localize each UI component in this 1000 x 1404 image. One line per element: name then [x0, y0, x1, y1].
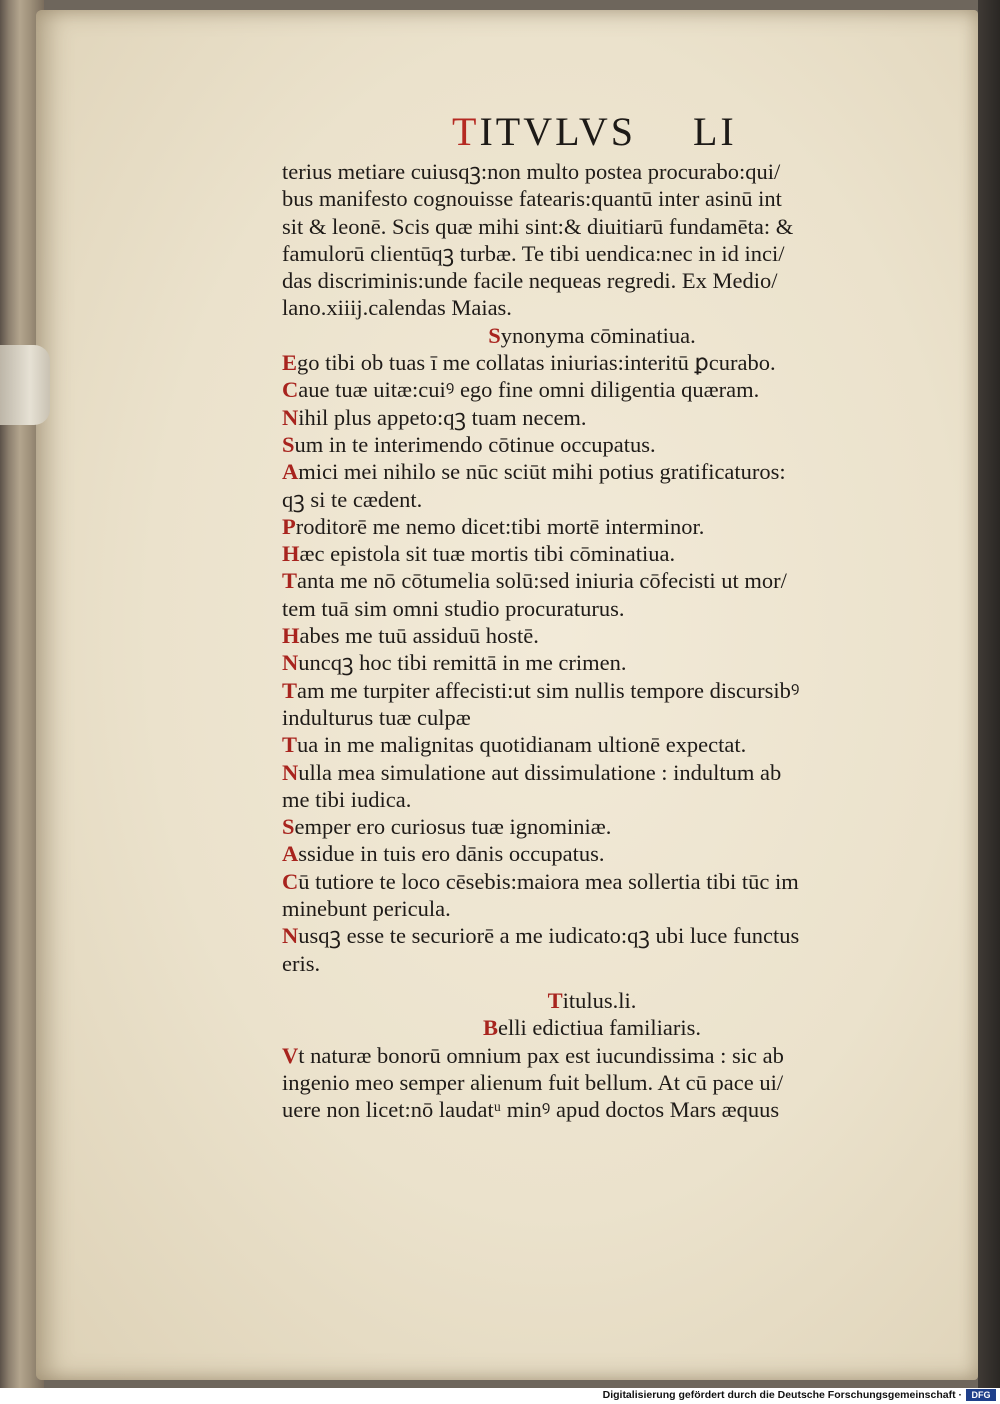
rubricated-initial: H: [282, 623, 300, 649]
line-text: usqꝫ esse te securiorē a me iudicato:qꝫ ubi luce functus: [298, 923, 800, 949]
text-line: [282, 1069, 902, 1096]
line-text: ulla mea simulatione aut dissimulatione : indultum ab: [298, 759, 782, 785]
line-text: anta me nō cōtumelia solū:sed iniuria cōfecisti ut mor/: [297, 568, 787, 594]
scan-background-edge: [978, 0, 1000, 1388]
rubricated-initial: E: [282, 350, 298, 376]
rubricated-initial: C: [282, 377, 299, 403]
line-text: abes me tuū assiduū hostē.: [299, 623, 539, 649]
text-line: [282, 1096, 902, 1123]
line-text: bus manifesto cognouisse fatearis:quantū inter asinū int: [282, 186, 782, 212]
text-line: [282, 987, 902, 1014]
text-line: [282, 322, 902, 349]
rubricated-initial: V: [282, 1042, 299, 1068]
text-line: [282, 895, 902, 922]
running-head: [452, 108, 737, 155]
text-line: [282, 622, 902, 649]
line-text: qꝫ si te cædent.: [282, 486, 423, 512]
line-text: mici mei nihilo se nūc sciūt mihi potius gratificaturos:: [298, 459, 786, 485]
text-line: [282, 513, 902, 540]
text-line: [282, 731, 902, 758]
rubricated-initial: N: [282, 923, 299, 949]
text-line: [282, 431, 902, 458]
page-clip: [0, 345, 50, 425]
line-text: am me turpiter affecisti:ut sim nullis tempore discursibꝰ: [297, 677, 800, 703]
line-text: um in te interimendo cōtinue occupatus.: [294, 431, 656, 457]
line-text: terius metiare cuiusqꝫ:non multo postea procurabo:qui/: [282, 159, 781, 184]
dfg-logo: DFG: [966, 1389, 996, 1401]
line-text: t naturæ bonorū omnium pax est iucundissima : sic ab: [298, 1042, 784, 1068]
line-text: elli edictiua familiaris.: [497, 1015, 702, 1041]
text-line: [282, 213, 902, 240]
text-line: [282, 540, 902, 567]
rubricated-initial: N: [282, 759, 299, 785]
text-line: [282, 677, 902, 704]
line-text: aue tuæ uitæ:cuiꝰ ego fine omni diligentia quæram.: [298, 377, 760, 403]
text-line: [282, 567, 902, 594]
line-text: ua in me malignitas quotidianam ultionē expectat.: [297, 732, 747, 758]
text-line: [282, 595, 902, 622]
text-line: [282, 267, 902, 294]
text-line: [282, 922, 902, 949]
rubricated-initial: S: [488, 322, 501, 348]
section-gap: [282, 977, 902, 987]
rubricated-initial: A: [282, 841, 299, 867]
text-line: [282, 240, 902, 267]
line-text: famulorū clientūqꝫ turbæ. Te tibi uendica:nec in id inci/: [282, 240, 785, 266]
rubricated-initial: S: [282, 814, 295, 840]
text-line: [282, 868, 902, 895]
line-text: æc epistola sit tuæ mortis tibi cōminatiua.: [299, 541, 676, 567]
text-line: [282, 840, 902, 867]
text-line: [282, 649, 902, 676]
rubricated-initial: T: [547, 987, 563, 1013]
rubricated-initial: N: [282, 404, 299, 430]
text-line: [282, 458, 902, 485]
line-text: emper ero curiosus tuæ ignominiæ.: [294, 814, 612, 840]
line-text: roditorē me nemo dicet:tibi mortē interminor.: [295, 513, 705, 539]
line-text: minebunt pericula.: [282, 896, 451, 922]
text-line: [282, 1042, 902, 1069]
text-line: [282, 158, 902, 185]
text-line: [282, 294, 902, 321]
line-text: ssidue in tuis ero dānis occupatus.: [298, 841, 605, 867]
rubricated-initial: T: [282, 732, 298, 758]
rubricated-initial: S: [282, 431, 295, 457]
line-text: me tibi iudica.: [282, 786, 412, 812]
text-line: [282, 349, 902, 376]
line-text: das discriminis:unde facile nequeas regredi. Ex Medio/: [282, 268, 778, 294]
rubricated-initial: N: [282, 650, 299, 676]
text-line: [282, 786, 902, 813]
line-text: tem tuā sim omni studio procuraturus.: [282, 595, 625, 621]
line-text: ū tutiore te loco cēsebis:maiora mea sollertia tibi tūc im: [298, 868, 799, 894]
text-line: [282, 185, 902, 212]
rubricated-initial: T: [282, 677, 298, 703]
rubricated-initial: B: [482, 1015, 498, 1041]
funding-credit: Digitalisierung gefördert durch die Deutsche Forschungsgemeinschaft ·: [602, 1389, 962, 1401]
rubricated-initial: C: [282, 868, 299, 894]
line-text: go tibi ob tuas ī me collatas iniurias:interitū ꝑcurabo.: [297, 350, 776, 376]
line-text: ingenio meo semper alienum fuit bellum. At cū pace ui/: [282, 1069, 784, 1095]
line-text: ynonyma cōminatiua.: [500, 322, 696, 348]
text-line: [282, 486, 902, 513]
rubricated-initial: P: [282, 513, 296, 539]
text-line: [282, 704, 902, 731]
folio-number: LI: [692, 109, 737, 154]
text-line: [282, 813, 902, 840]
line-text: uere non licet:nō laudatᵘ minꝰ apud doctos Mars æquus: [282, 1097, 780, 1123]
text-block: [282, 158, 902, 1123]
line-text: itulus.li.: [562, 987, 637, 1013]
text-line: [282, 1014, 902, 1041]
line-text: lano.xiiij.calendas Maias.: [282, 295, 512, 321]
running-head-word-rest: ITVLVS: [479, 109, 636, 154]
footer-bar: [0, 1388, 1000, 1404]
running-head-rubric-initial: T: [452, 109, 480, 154]
rubricated-initial: H: [282, 541, 300, 567]
line-text: eris.: [282, 950, 321, 976]
line-text: sit & leonē. Scis quæ mihi sint:& diuitiarū fundamēta: &: [282, 213, 794, 239]
text-line: [282, 404, 902, 431]
text-line: [282, 376, 902, 403]
line-text: ihil plus appeto:qꝫ tuam necem.: [298, 404, 587, 430]
line-text: indulturus tuæ culpæ: [282, 704, 471, 730]
line-text: uncqꝫ hoc tibi remittā in me crimen.: [298, 650, 627, 676]
running-head-word: [452, 109, 636, 154]
text-line: [282, 759, 902, 786]
rubricated-initial: A: [282, 459, 299, 485]
text-line: [282, 950, 902, 977]
rubricated-initial: T: [282, 568, 298, 594]
